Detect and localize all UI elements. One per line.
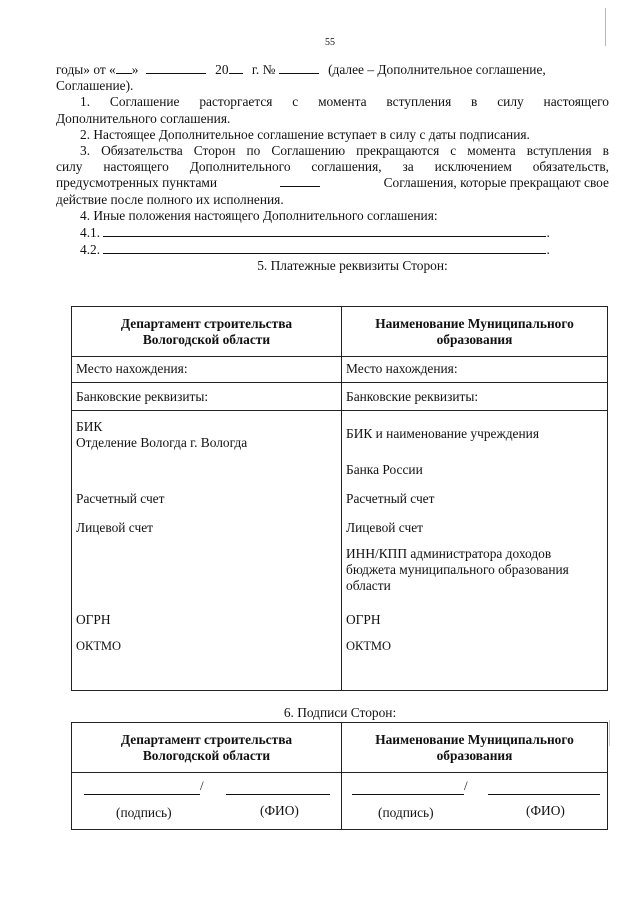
number-blank xyxy=(279,62,319,74)
day-blank xyxy=(116,62,132,74)
clause-4-1-label: 4.1. xyxy=(80,225,101,241)
left-party-header xyxy=(72,307,342,357)
header-line: Вологодской области xyxy=(142,747,271,763)
clause-4-1-blank xyxy=(103,224,546,237)
signature-label: (подпись) xyxy=(378,805,434,820)
right-settlement-account: Расчетный счет xyxy=(346,491,435,506)
points-blank xyxy=(280,175,320,187)
clause-2: 2. Настоящее Дополнительное соглашение вступает в силу с даты подписания. xyxy=(80,126,530,142)
clause-1-line-2: Дополнительного соглашения. xyxy=(56,110,231,126)
left-personal-account: Лицевой счет xyxy=(76,520,154,535)
signatures-header-row xyxy=(72,723,608,773)
intro-line-2: Соглашение). xyxy=(56,78,134,94)
clause-4-2-period: . xyxy=(546,242,550,258)
year-text: 20 xyxy=(215,62,229,77)
scan-edge-mark xyxy=(609,720,610,746)
left-requisites-cell xyxy=(72,411,342,691)
left-bik: БИК xyxy=(76,419,103,434)
clause-4: 4. Иные положения настоящего Дополнительного соглашения: xyxy=(80,207,438,223)
right-bank: Банка России xyxy=(346,462,423,477)
left-location-label: Место нахождения: xyxy=(72,357,342,383)
left-bank-details-label: Банковские реквизиты: xyxy=(72,383,342,411)
intro-text: (далее – Дополнительное соглашение, xyxy=(328,62,546,77)
header-line: образования xyxy=(436,331,513,347)
intro-line-1 xyxy=(56,62,609,78)
signature-line xyxy=(84,793,200,795)
right-bik: БИК и наименование учреждения xyxy=(346,426,539,441)
intro-text: » xyxy=(131,62,139,77)
page-number: 55 xyxy=(325,37,335,48)
right-inn-line: области xyxy=(346,578,391,593)
right-bank-details-label: Банковские реквизиты: xyxy=(342,383,608,411)
header-line: Вологодской области xyxy=(142,331,271,347)
slash: / xyxy=(464,778,468,793)
signatures-row xyxy=(72,773,608,830)
right-signature-header xyxy=(342,723,608,773)
name-line xyxy=(226,793,330,795)
header-line: Департамент строительства xyxy=(120,315,293,331)
left-signature-header xyxy=(72,723,342,773)
slash: / xyxy=(200,778,204,793)
right-oktmo: ОКТМО xyxy=(346,639,391,653)
left-branch: Отделение Вологда г. Вологда xyxy=(76,435,248,450)
left-signature-cell xyxy=(72,773,342,830)
right-location-label: Место нахождения: xyxy=(342,357,608,383)
clause-3-text: Соглашения, которые прекращают свое xyxy=(383,175,609,191)
month-blank xyxy=(146,62,206,74)
right-party-header xyxy=(342,307,608,357)
clause-3-text: предусмотренных пунктами xyxy=(56,175,218,191)
requisites-table xyxy=(71,306,608,691)
intro-paragraph xyxy=(56,62,609,275)
name-label: (ФИО) xyxy=(526,803,565,818)
section-6-title: 6. Подписи Сторон: xyxy=(283,705,397,720)
clause-4-2 xyxy=(56,241,609,258)
clause-4-1-period: . xyxy=(546,225,550,241)
clause-4-2-label: 4.2. xyxy=(80,242,101,258)
right-requisites-cell xyxy=(342,411,608,691)
requisites-detail-row xyxy=(72,411,608,691)
year-blank xyxy=(229,62,243,74)
right-inn-line: бюджета муниципального образования xyxy=(346,562,569,577)
bank-details-row xyxy=(72,383,608,411)
name-label: (ФИО) xyxy=(260,803,299,818)
clause-4-1 xyxy=(56,224,609,241)
signature-line xyxy=(352,793,464,795)
name-line xyxy=(488,793,600,795)
clause-4-2-blank xyxy=(103,241,546,254)
clause-3-line-1: 3. Обязательства Сторон по Соглашению прекращаются с момента вступления в xyxy=(80,143,609,159)
header-line: Наименование Муниципального xyxy=(375,731,574,747)
left-ogrn: ОГРН xyxy=(76,612,111,627)
right-ogrn: ОГРН xyxy=(346,612,381,627)
right-personal-account: Лицевой счет xyxy=(346,520,424,535)
left-oktmo: ОКТМО xyxy=(76,639,121,653)
header-line: Наименование Муниципального xyxy=(375,315,574,331)
signatures-table xyxy=(71,722,608,830)
clause-3-line-2: силу настоящего Дополнительного соглашения, за исключением обязательств, xyxy=(56,159,609,175)
section-5-title: 5. Платежные реквизиты Сторон: xyxy=(257,258,448,274)
requisites-header-row xyxy=(72,307,608,357)
right-signature-cell xyxy=(342,773,608,830)
location-row xyxy=(72,357,608,383)
header-line: Департамент строительства xyxy=(120,731,293,747)
clause-3-line-3 xyxy=(56,175,609,191)
number-label: г. № xyxy=(251,62,276,77)
signature-label: (подпись) xyxy=(116,805,172,820)
header-line: образования xyxy=(436,747,513,763)
scan-edge-mark xyxy=(605,8,606,46)
left-settlement-account: Расчетный счет xyxy=(76,491,165,506)
right-inn-line: ИНН/КПП администратора доходов xyxy=(346,546,552,561)
clause-3-line-4: действие после полного их исполнения. xyxy=(56,191,284,207)
clause-1-line-1: 1. Соглашение расторгается с момента вступления в силу настоящего xyxy=(80,94,609,110)
intro-text: годы» от « xyxy=(56,62,116,77)
